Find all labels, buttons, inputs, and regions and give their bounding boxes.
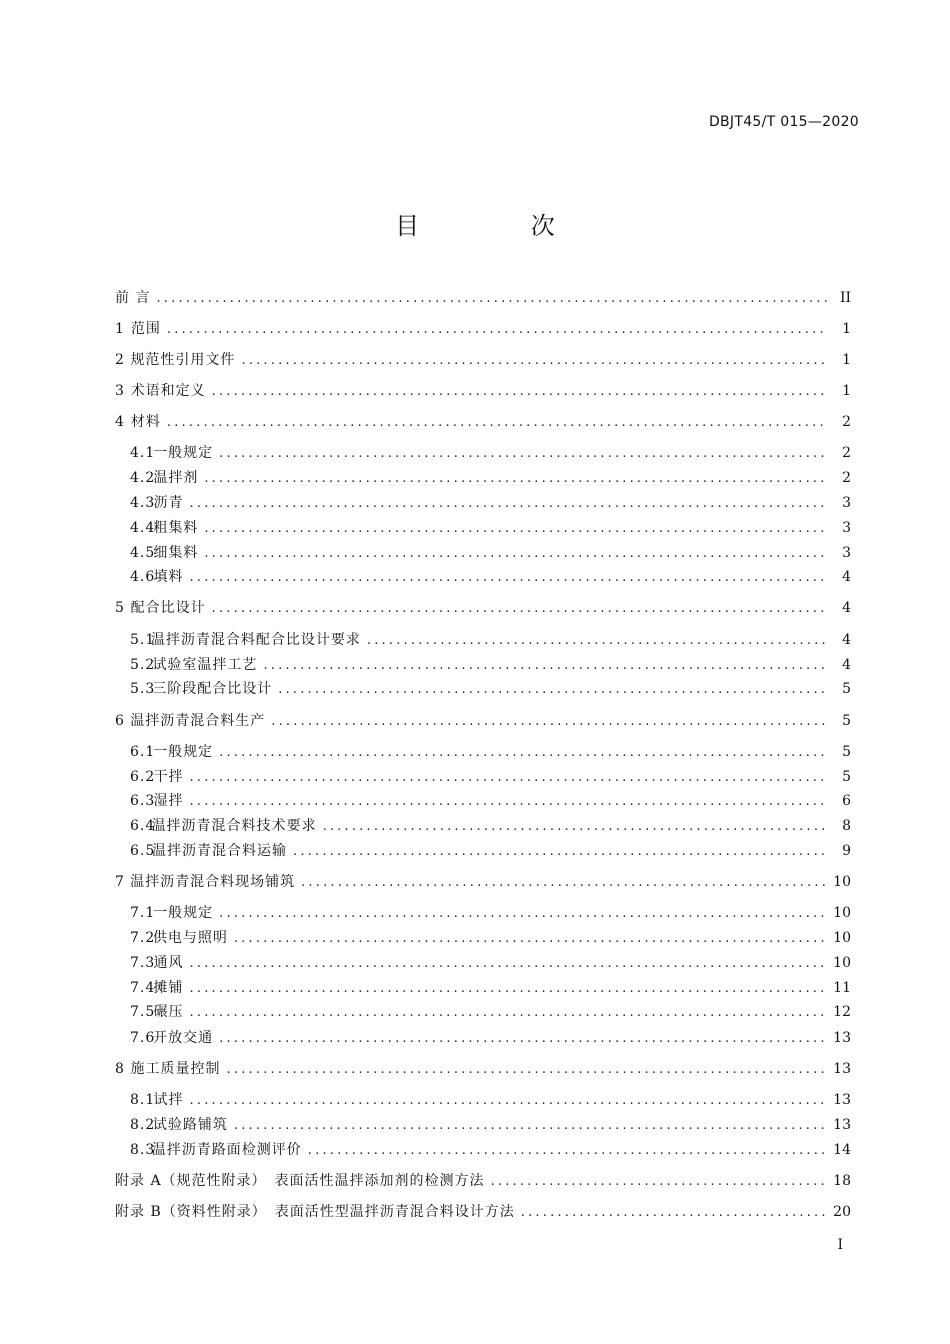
toc-number: 6.2 [130, 769, 156, 785]
toc-number: 5.1 [130, 632, 156, 648]
toc-entry-7-2[interactable] [130, 928, 851, 948]
toc-entry-8-3[interactable] [130, 1140, 851, 1160]
toc-page: 5 [842, 744, 851, 760]
toc-label: 一般规定 [153, 744, 214, 760]
toc-number: 5.2 [130, 657, 156, 673]
toc-page: 20 [833, 1204, 851, 1220]
toc-page: 1 [842, 352, 851, 368]
toc-number: 7 [115, 874, 125, 890]
toc-number: 8.3 [130, 1142, 156, 1158]
toc-leader [190, 792, 827, 812]
toc-page: 13 [833, 1030, 851, 1046]
toc-entry-6-5[interactable] [130, 841, 851, 861]
toc-leader [271, 712, 827, 732]
toc-label: 试验室温拌工艺 [152, 657, 258, 673]
toc-leader [241, 351, 827, 371]
toc-page: 4 [842, 569, 851, 585]
toc-number: 5.3 [130, 681, 156, 697]
toc-label: 规范性引用文件 [130, 352, 236, 368]
toc-leader [308, 1141, 827, 1161]
toc-page: 10 [833, 930, 851, 946]
toc-label: 温拌沥青混合料配合比设计要求 [150, 632, 361, 648]
toc-entry-4-4[interactable] [130, 518, 851, 538]
toc-leader [190, 768, 827, 788]
toc-label: 通风 [153, 955, 184, 971]
toc-leader [219, 444, 827, 464]
toc-number: 7.4 [130, 980, 156, 996]
toc-leader [190, 568, 827, 588]
toc-number: 6.3 [130, 793, 156, 809]
toc-leader [234, 1116, 827, 1136]
toc-label: 试拌 [153, 1092, 184, 1108]
toc-page: 2 [842, 445, 851, 461]
toc-page: 4 [842, 657, 851, 673]
toc-entry-appendix-b[interactable] [115, 1202, 851, 1222]
toc-entry-7-1[interactable] [130, 903, 851, 923]
toc-leader [278, 680, 827, 700]
toc-page: 13 [833, 1092, 851, 1108]
toc-entry-4-2[interactable] [130, 468, 851, 488]
toc-entry-5[interactable] [115, 598, 851, 618]
toc-number: 4.3 [130, 495, 156, 511]
toc-page: 12 [833, 1004, 851, 1020]
toc-entry-4-1[interactable] [130, 443, 851, 463]
toc-entry-5-1[interactable] [130, 630, 851, 650]
toc-page: 13 [833, 1061, 851, 1077]
toc-entry-3[interactable] [115, 381, 851, 401]
toc-leader [234, 929, 827, 949]
toc-leader [204, 544, 827, 564]
toc-label: 碾压 [153, 1004, 184, 1020]
toc-label: 温拌沥青混合料现场铺筑 [130, 874, 296, 890]
toc-label: 前 言 [115, 290, 151, 306]
toc-page: 4 [842, 632, 851, 648]
page-number: I [837, 1237, 843, 1253]
toc-label: 术语和定义 [130, 383, 206, 399]
toc-label: 粗集料 [153, 520, 199, 536]
toc-number: 7.6 [130, 1030, 156, 1046]
toc-leader [190, 954, 827, 974]
toc-number: 6.4 [130, 818, 156, 834]
toc-label: 材料 [130, 414, 161, 430]
toc-entry-7-3[interactable] [130, 953, 851, 973]
toc-entry-6-2[interactable] [130, 767, 851, 787]
toc-number: 4.5 [130, 545, 156, 561]
toc-number: 7.2 [130, 930, 156, 946]
toc-label: 湿拌 [153, 793, 184, 809]
toc-label: 温拌剂 [153, 470, 199, 486]
toc-entry-4-3[interactable] [130, 493, 851, 513]
toc-page: 6 [842, 793, 851, 809]
toc-leader [219, 1029, 827, 1049]
toc-number: 4.2 [130, 470, 156, 486]
toc-label: 一般规定 [153, 905, 214, 921]
toc-entry-4[interactable] [115, 412, 851, 432]
toc-label: 一般规定 [153, 445, 214, 461]
toc-entry-5-2[interactable] [130, 655, 851, 675]
toc-label: 干拌 [153, 769, 184, 785]
toc-entry-8-2[interactable] [130, 1115, 851, 1135]
toc-page: II [839, 290, 851, 306]
toc-page: 5 [842, 769, 851, 785]
toc-leader [190, 1003, 827, 1023]
toc-entry-7[interactable] [115, 872, 851, 892]
toc-leader [323, 817, 827, 837]
toc-leader [190, 494, 827, 514]
toc-page: 2 [842, 414, 851, 430]
toc-entry-6-4[interactable] [130, 816, 851, 836]
toc-leader [212, 599, 827, 619]
toc-number: 5 [115, 600, 125, 616]
toc-leader [190, 979, 827, 999]
toc-label: 附录 B（资料性附录） 表面活性型温拌沥青混合料设计方法 [115, 1204, 515, 1220]
toc-page: 1 [842, 383, 851, 399]
toc-page: 14 [833, 1142, 851, 1158]
toc-entry-7-6[interactable] [130, 1028, 851, 1048]
toc-label: 施工质量控制 [130, 1061, 221, 1077]
toc-page: 11 [833, 980, 851, 996]
toc-page: 18 [833, 1173, 851, 1189]
toc-page: 3 [842, 520, 851, 536]
toc-label: 摊铺 [153, 980, 184, 996]
toc-label: 沥青 [153, 495, 184, 511]
toc-page: 10 [833, 955, 851, 971]
toc-label: 配合比设计 [130, 600, 206, 616]
toc-leader [167, 320, 827, 340]
toc-entry-5-3[interactable] [130, 679, 851, 699]
toc-number: 6.1 [130, 744, 156, 760]
toc-number: 4.6 [130, 569, 156, 585]
toc-number: 4.1 [130, 445, 156, 461]
toc-entry-7-5[interactable] [130, 1002, 851, 1022]
toc-leader [521, 1203, 827, 1223]
toc-page: 3 [842, 545, 851, 561]
toc-page: 9 [842, 843, 851, 859]
toc-number: 2 [115, 352, 125, 368]
toc-page: 5 [842, 681, 851, 697]
toc-label: 细集料 [153, 545, 199, 561]
toc-label: 供电与照明 [152, 930, 228, 946]
toc-leader [212, 382, 827, 402]
toc-number: 6 [115, 713, 125, 729]
toc-number: 8 [115, 1061, 125, 1077]
toc-page: 4 [842, 600, 851, 616]
toc-leader [263, 656, 827, 676]
toc-entry-6-3[interactable] [130, 791, 851, 811]
toc-entry-appendix-a[interactable] [115, 1171, 851, 1191]
toc-leader [367, 631, 827, 651]
toc-leader [491, 1172, 827, 1192]
toc-number: 8.1 [130, 1092, 156, 1108]
toc-number: 7.1 [130, 905, 156, 921]
toc-page: 3 [842, 495, 851, 511]
toc-label: 附录 A（规范性附录） 表面活性温拌添加剂的检测方法 [115, 1173, 485, 1189]
toc-label: 试验路铺筑 [152, 1117, 228, 1133]
toc-label: 温拌沥青混合料运输 [152, 843, 287, 859]
toc-number: 7.3 [130, 955, 156, 971]
toc-page: 5 [842, 713, 851, 729]
toc-entry-4-5[interactable] [130, 543, 851, 563]
toc-number: 4 [115, 414, 125, 430]
toc-number: 7.5 [130, 1004, 156, 1020]
toc-number: 1 [115, 321, 125, 337]
toc-page: 2 [842, 470, 851, 486]
toc-entry-6[interactable] [115, 711, 851, 731]
page-title: 目 次 [395, 212, 607, 240]
toc-label: 温拌沥青混合料生产 [130, 713, 266, 729]
toc-label: 三阶段配合比设计 [152, 681, 273, 697]
toc-entry-8-1[interactable] [130, 1090, 851, 1110]
toc-label: 填料 [153, 569, 184, 585]
toc-leader [293, 842, 827, 862]
toc-leader [156, 289, 827, 309]
toc-page: 10 [833, 874, 851, 890]
toc-entry-1[interactable] [115, 319, 851, 339]
toc-number: 8.2 [130, 1117, 156, 1133]
toc-number: 3 [115, 383, 125, 399]
toc-leader [167, 413, 827, 433]
toc-label: 温拌沥青混合料技术要求 [151, 818, 317, 834]
toc-page: 10 [833, 905, 851, 921]
toc-entry-7-4[interactable] [130, 978, 851, 998]
toc-page: 13 [833, 1117, 851, 1133]
toc-leader [301, 873, 827, 893]
toc-number: 6.5 [130, 843, 156, 859]
toc-label: 范围 [130, 321, 161, 337]
document-code: DBJT45/T 015—2020 [708, 114, 859, 130]
toc-leader [219, 743, 827, 763]
toc-leader [190, 1091, 827, 1111]
toc-entry-8[interactable] [115, 1059, 851, 1079]
toc-leader [219, 904, 827, 924]
toc-page: 1 [842, 321, 851, 337]
toc-number: 4.4 [130, 520, 156, 536]
toc-leader [227, 1060, 827, 1080]
toc-leader [204, 469, 827, 489]
toc-entry-4-6[interactable] [130, 567, 851, 587]
toc-entry-foreword[interactable] [115, 288, 851, 308]
toc-entry-2[interactable] [115, 350, 851, 370]
toc-entry-6-1[interactable] [130, 742, 851, 762]
toc-leader [204, 519, 827, 539]
toc-label: 温拌沥青路面检测评价 [151, 1142, 302, 1158]
toc-page: 8 [842, 818, 851, 834]
toc-label: 开放交通 [153, 1030, 214, 1046]
